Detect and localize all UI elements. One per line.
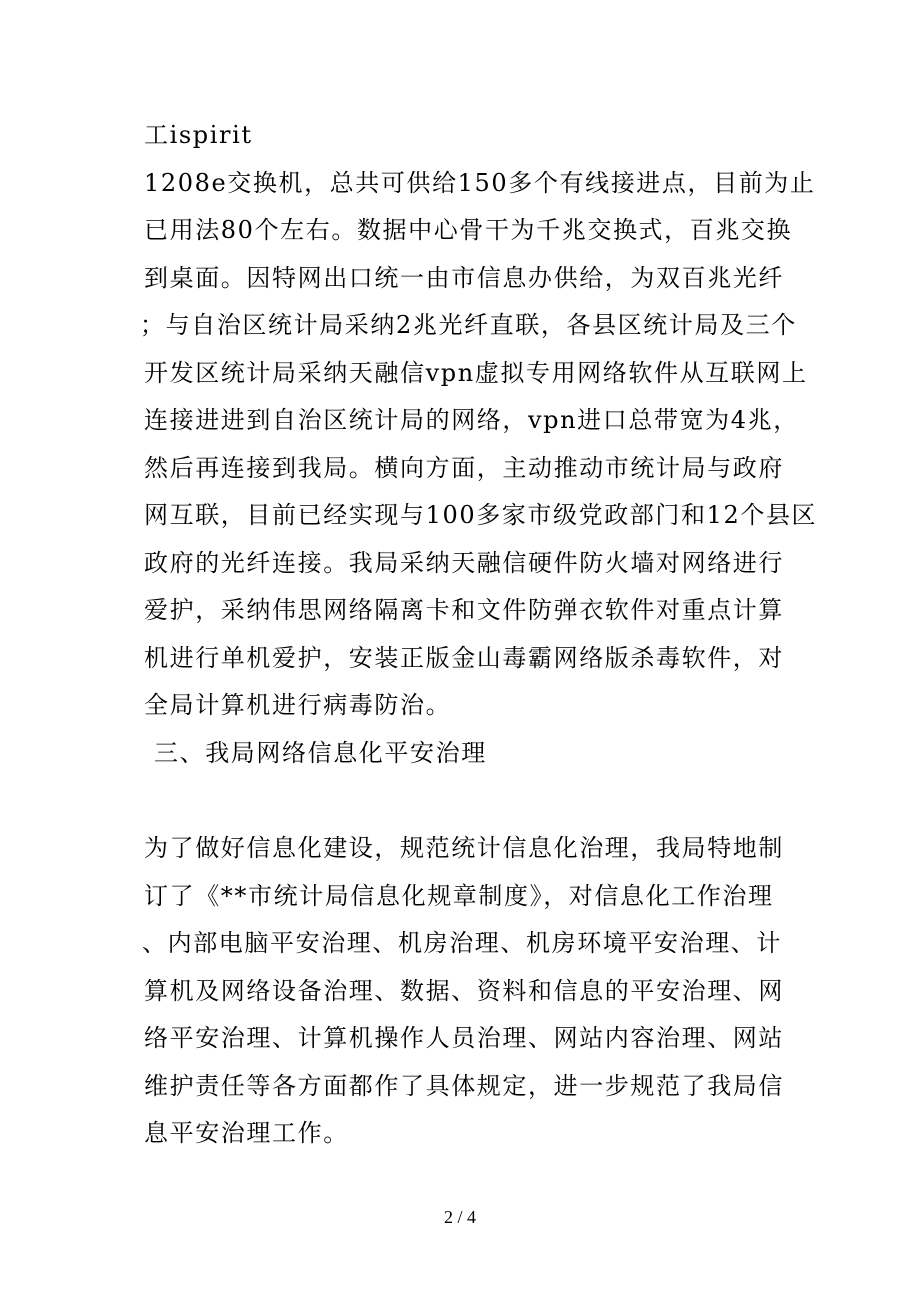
text-line: 维护责任等各方面都作了具体规定，进一步规范了我局信: [144, 1072, 784, 1100]
text-line: 连接进进到自治区统计局的网络，vpn进口总带宽为4兆，: [144, 406, 799, 434]
section-heading: 三、我局网络信息化平安治理: [154, 739, 487, 767]
text-line: 、内部电脑平安治理、机房治理、机房环境平安治理、计: [142, 929, 782, 957]
text-line: 到桌面。因特网出口统一由市信息办供给，为双百兆光纤: [144, 264, 784, 292]
text-line: 工ispirit: [144, 121, 253, 149]
text-line: 息平安治理工作。: [144, 1119, 349, 1147]
text-line: 机进行单机爱护，安装正版金山毒霸网络版杀毒软件，对: [144, 644, 784, 672]
text-line: 订了《**市统计局信息化规章制度》，对信息化工作治理: [144, 882, 774, 910]
page-number: 2 / 4: [443, 1207, 476, 1227]
text-line: 开发区统计局采纳天融信vpn虚拟专用网络软件从互联网上: [144, 359, 808, 387]
text-line: 爱护，采纳伟思网络隔离卡和文件防弹衣软件对重点计算: [144, 596, 784, 624]
text-line: 网互联，目前已经实现与100多家市级党政部门和12个县区: [144, 501, 818, 529]
text-line: 1208e交换机，总共可供给150多个有线接进点，目前为止: [144, 169, 816, 197]
text-line: 络平安治理、计算机操作人员治理、网站内容治理、网站: [144, 1024, 784, 1052]
text-line: 为了做好信息化建设，规范统计信息化治理，我局特地制: [144, 834, 784, 862]
text-line: 已用法80个左右。数据中心骨干为千兆交换式，百兆交换: [144, 216, 793, 244]
text-line: ；与自治区统计局采纳2兆光纤直联，各县区统计局及三个: [140, 311, 797, 339]
text-line: 算机及网络设备治理、数据、资料和信息的平安治理、网: [144, 977, 784, 1005]
text-line: 然后再连接到我局。横向方面，主动推动市统计局与政府: [144, 454, 784, 482]
text-line: 政府的光纤连接。我局采纳天融信硬件防火墙对网络进行: [144, 549, 784, 577]
text-line: 全局计算机进行病毒防治。: [144, 691, 452, 719]
